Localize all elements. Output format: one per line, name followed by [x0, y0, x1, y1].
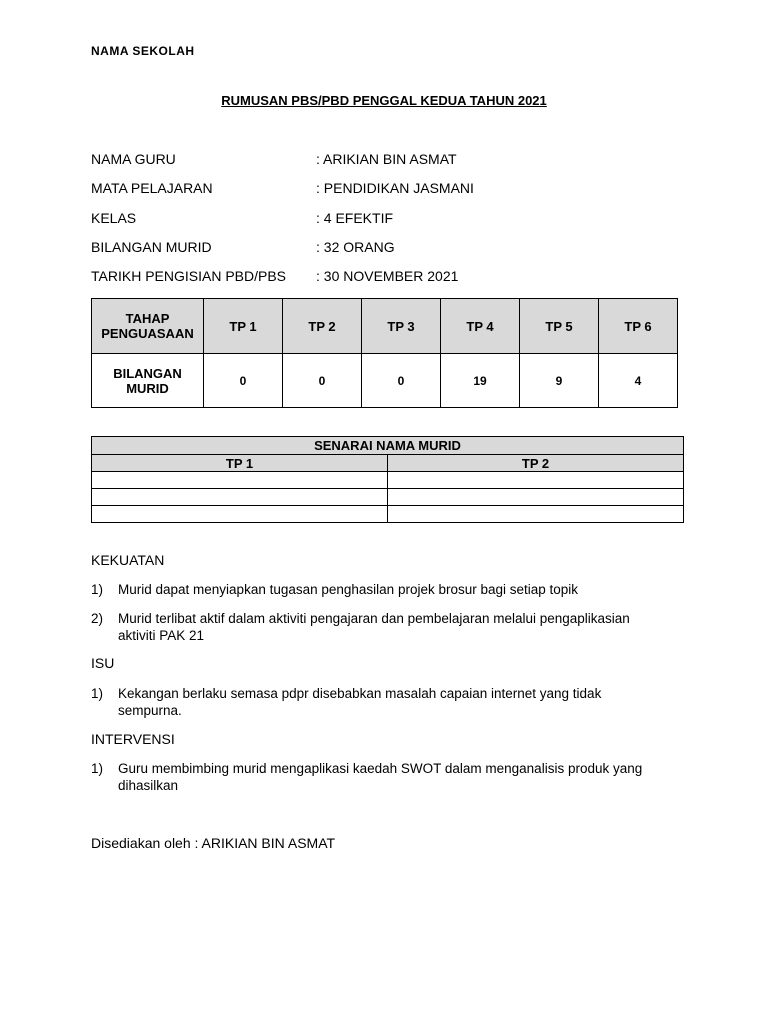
- tp-level-header: TP 3: [362, 299, 441, 354]
- student-names-table: [91, 436, 684, 523]
- empty-cell: [388, 489, 684, 506]
- list-item-text: Kekangan berlaku semasa pdpr disebabkan masalah capaian internet yang tidak sempurna.: [118, 686, 602, 718]
- empty-cell: [92, 472, 388, 489]
- list-item-text: Murid dapat menyiapkan tugasan penghasilan projek brosur bagi setiap topik: [118, 582, 579, 597]
- list-item-number: 1): [91, 582, 104, 597]
- tp-count-cell: 0: [283, 354, 362, 408]
- tp-level-header: TP 2: [283, 299, 362, 354]
- list-item: [91, 760, 661, 794]
- document-title: RUMUSAN PBS/PBD PENGGAL KEDUA TAHUN 2021: [221, 93, 547, 108]
- tp-level-header: TP 1: [204, 299, 283, 354]
- section-heading-intervensi: INTERVENSI: [91, 731, 175, 747]
- section-heading-isu: ISU: [91, 655, 115, 671]
- info-value-mata-pelajaran: : PENDIDIKAN JASMANI: [316, 180, 474, 196]
- info-value-tarikh: : 30 NOVEMBER 2021: [316, 268, 459, 284]
- info-label-nama-guru: NAMA GURU: [91, 151, 176, 167]
- mastery-count-row: [92, 354, 678, 408]
- list-item: [91, 610, 661, 644]
- info-value-bilangan-murid: : 32 ORANG: [316, 239, 395, 255]
- info-value-nama-guru: : ARIKIAN BIN ASMAT: [316, 151, 457, 167]
- info-label-mata-pelajaran: MATA PELAJARAN: [91, 180, 213, 196]
- count-row-label: BILANGAN MURID: [92, 354, 204, 408]
- tp-level-header: TP 6: [599, 299, 678, 354]
- tp-count-cell: 9: [520, 354, 599, 408]
- info-label-kelas: KELAS: [91, 210, 137, 226]
- list-item: [91, 685, 661, 719]
- table-row: [92, 472, 684, 489]
- list-item-text: Murid terlibat aktif dalam aktiviti pengajaran dan pembelajaran melalui pengaplikasian aktiviti PAK 21: [118, 611, 630, 643]
- info-label-tarikh: TARIKH PENGISIAN PBD/PBS: [91, 268, 287, 284]
- empty-cell: [388, 472, 684, 489]
- names-column-header: TP 1: [92, 455, 388, 472]
- empty-cell: [388, 506, 684, 523]
- tp-count-cell: 4: [599, 354, 678, 408]
- tp-count-cell: 19: [441, 354, 520, 408]
- list-item-text: Guru membimbing murid mengaplikasi kaedah SWOT dalam menganalisis produk yang dihasilkan: [118, 761, 643, 793]
- names-header-row: [92, 455, 684, 472]
- names-caption-row: [92, 437, 684, 455]
- empty-cell: [92, 489, 388, 506]
- tp-level-header: TP 5: [520, 299, 599, 354]
- tp-count-cell: 0: [362, 354, 441, 408]
- tp-level-header: TP 4: [441, 299, 520, 354]
- info-value-kelas: : 4 EFEKTIF: [316, 210, 394, 226]
- table-row: [92, 489, 684, 506]
- prepared-by: Disediakan oleh : ARIKIAN BIN ASMAT: [91, 835, 336, 851]
- names-table-caption: SENARAI NAMA MURID: [92, 437, 684, 455]
- empty-cell: [92, 506, 388, 523]
- mastery-header-label: TAHAP PENGUASAAN: [92, 299, 204, 354]
- list-item-number: 1): [91, 686, 104, 701]
- list-item: [91, 581, 661, 598]
- section-heading-kekuatan: KEKUATAN: [91, 552, 165, 568]
- names-column-header: TP 2: [388, 455, 684, 472]
- table-row: [92, 506, 684, 523]
- school-name: NAMA SEKOLAH: [91, 44, 195, 58]
- list-item-number: 2): [91, 611, 104, 626]
- mastery-header-row: [92, 299, 678, 354]
- list-item-number: 1): [91, 761, 104, 776]
- info-label-bilangan-murid: BILANGAN MURID: [91, 239, 212, 255]
- tp-count-cell: 0: [204, 354, 283, 408]
- mastery-level-table: [91, 298, 678, 408]
